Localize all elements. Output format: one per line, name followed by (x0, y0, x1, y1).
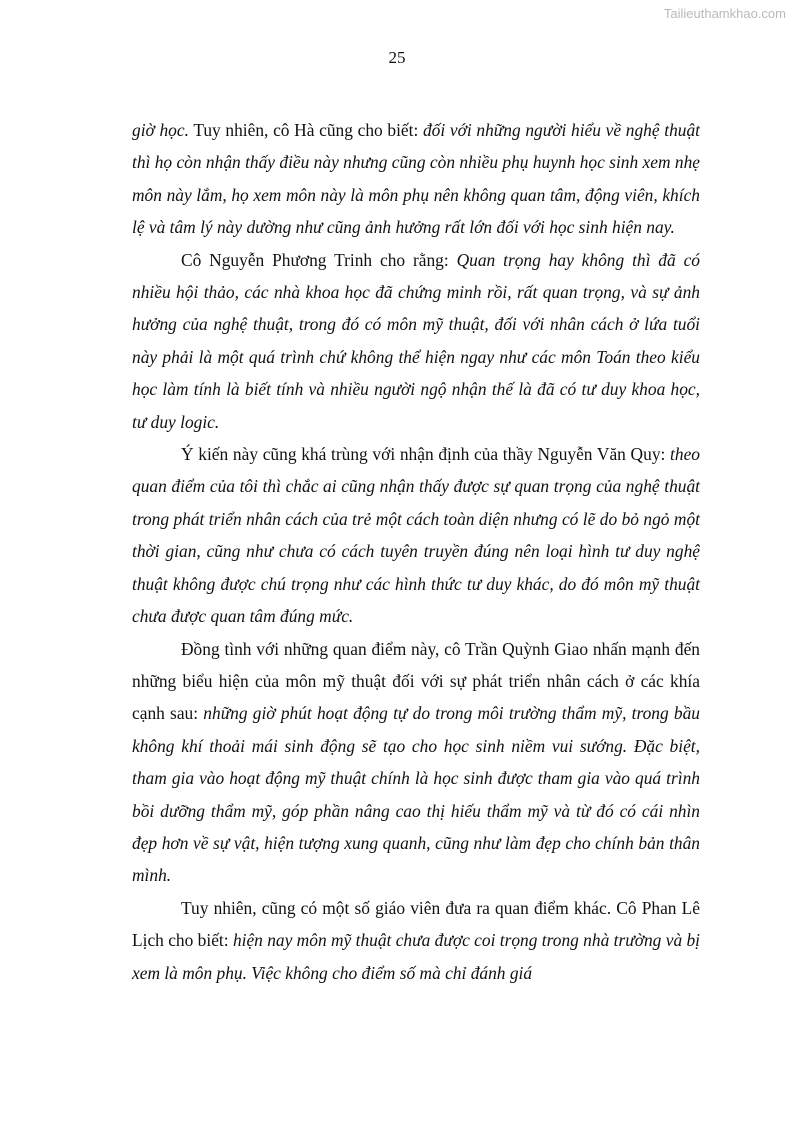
paragraph-3 (132, 438, 700, 632)
text-run: hiện nay môn mỹ thuật chưa được coi trọng trong nhà trường và bị xem là môn phụ. Việc không cho điểm số mà chỉ đánh giá (132, 930, 701, 983)
document-body (132, 114, 700, 989)
text-run: Đồng tình với những quan điểm này, cô Trần Quỳnh Giao nhấn mạnh đến những biểu hiện của môn mỹ thuật đối với sự phát triển nhân cách ở các khía cạnh sau: (132, 638, 700, 724)
paragraph-5 (132, 892, 700, 989)
text-run: Ý kiến này cũng khá trùng với nhận định của thầy Nguyễn Văn Quy: (181, 444, 671, 465)
text-run: đối với những người hiểu về nghệ thuật thì họ còn nhận thấy điều này nhưng cũng còn nhiều phụ huynh học sinh xem nhẹ môn này lắm, họ xem môn này là môn phụ nên không quan tâm, động viên, khích lệ và tâm lý này dường như cũng ảnh hưởng rất lớn đối với học sinh hiện nay. (132, 120, 700, 238)
paragraph-2 (132, 244, 700, 438)
watermark: Tailieuthamkhao.com (663, 6, 786, 21)
page-number: 25 (388, 48, 406, 67)
text-run: Tuy nhiên, cô Hà cũng cho biết: (188, 120, 423, 140)
text-run: Cô Nguyễn Phương Trinh cho rằng: (181, 249, 457, 270)
text-run: Tuy nhiên, cũng có một số giáo viên đưa ra quan điểm khác. Cô Phan Lê Lịch cho biết: (132, 897, 700, 951)
paragraph-1 (132, 114, 700, 244)
text-run: giờ học. (132, 120, 189, 140)
text-run: Quan trọng hay không thì đã có nhiều hội thảo, các nhà khoa học đã chứng minh rồi, rất quan trọng, và sự ảnh hưởng của nghệ thuật, trong đó có môn mỹ thuật, đối với nhân cách ở lứa tuổi này phải là một quá trình chứ không thể hiện ngay như các môn Toán theo kiểu học làm tính là biết tính và nhiều người ngộ nhận thế là đã có tư duy khoa học, tư duy logic. (132, 249, 700, 432)
text-run: những giờ phút hoạt động tự do trong môi trường thẩm mỹ, trong bầu không khí thoải mái sinh động sẽ tạo cho học sinh niềm vui sướng. Đặc biệt, tham gia vào hoạt động mỹ thuật chính là học sinh được tham gia vào quá trình bồi dưỡng thẩm mỹ, góp phần nâng cao thị hiếu thẩm mỹ và từ đó có cái nhìn đẹp hơn về sự vật, hiện tượng xung quanh, cũng như làm đẹp cho chính bản thân mình. (132, 703, 700, 886)
text-run: theo quan điểm của tôi thì chắc ai cũng nhận thấy được sự quan trọng của nghệ thuật trong phát triển nhân cách của trẻ một cách toàn diện nhưng có lẽ do bỏ ngỏ một thời gian, cũng như chưa có cách tuyên truyền đúng nên loại hình tư duy nghệ thuật không được chú trọng như các hình thức tư duy khác, do đó môn mỹ thuật chưa được quan tâm đúng mức. (132, 444, 700, 627)
paragraph-4 (132, 633, 700, 892)
